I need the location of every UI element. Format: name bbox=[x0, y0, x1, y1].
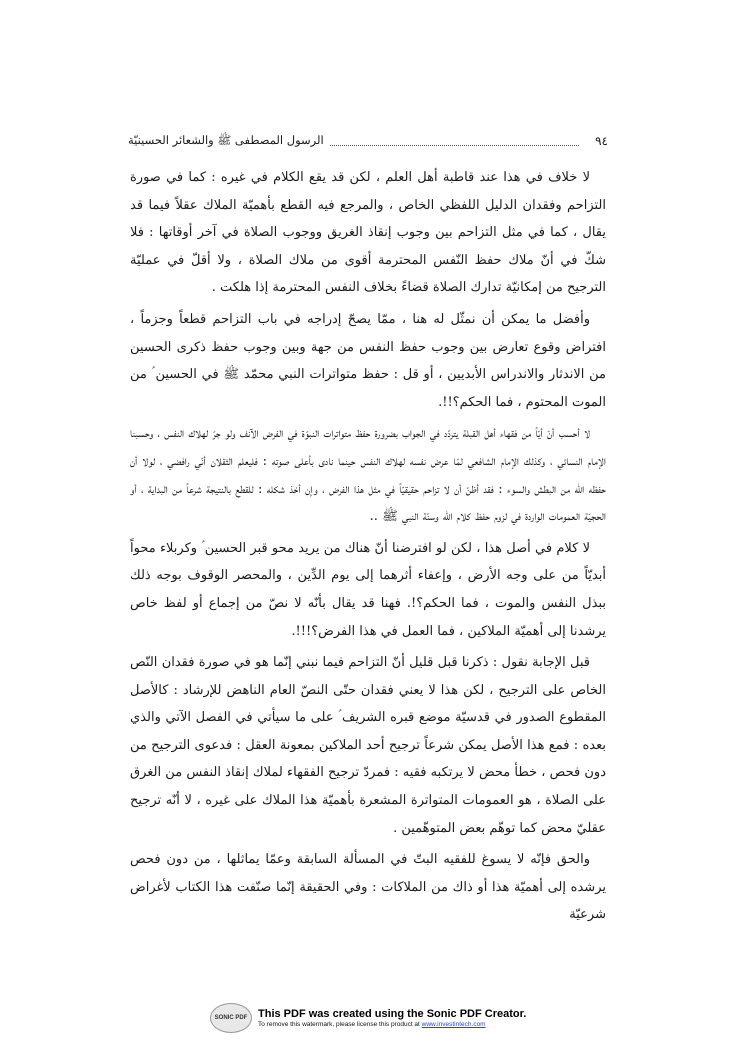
paragraph-4: لا كلام في أصل هذا ، لكن لو افترضنا أنّ هناك من يريد محو قبر الحسين ؑ وكربلاء محواً أبديّاً من على وجه الأرض ، وإعفاء أثرهما إلى يوم الدِّين ، والمحصر الوقوف بوجه ذلك ببذل النفس والموت ، فما الحكم؟!. فهنا قد يقال بأنّه لا نصّ من إجماع أو لفظ خاص يرشدنا إلى أهميّة الملاكين ، فما العمل في هذا الفرض؟!!!. bbox=[130, 540, 606, 639]
running-header bbox=[128, 128, 608, 154]
watermark-text bbox=[258, 1008, 526, 1028]
watermark-link[interactable]: www.investintech.com bbox=[421, 1020, 486, 1028]
paragraph-2: وأفضل ما يمكن أن نمثّل له هنا ، ممّا يصحّ إدراجه في باب التزاحم قطعاً وجزماً ، افتراض وقوع تعارض بين وجوب حفظ النفس من جهة وبين وجوب حفظ ذكرى الحسين من الاندثار والاندراس الأبديين ، أو قل : حفظ متواترات النبي محمّد ﷺ في الحسين ؑ من الموت المحتوم ، فما الحكم؟!!. bbox=[130, 311, 606, 410]
paragraph-3: لا أحسب أنّ أيّاً من فقهاء أهل القبلة يتردّد في الجواب بضرورة حفظ متواترات النبوّة في الفرض الآنف ولو جرّ لهلاك النفس ، وحسبنا الإمام النسائي ، وكذلك الإمام الشافعي لمّا عرض نفسه لهلاك النفس حينما نادى بأعلى صوته : فليعلم الثقلان أنّي رافضي ، لولا أن حفظه الله من البطش والسوء : فقد أظنّ أن لا تزاحم حقيقيّاً في مثل هذا الفرض ، وإن أخذ شكله : للقطع بالنتيجة شرعاً من البداية ، أو الحجيّة العمومات الواردة في لزوم حفظ كلام الله وسنّة النبي ﷺ .. bbox=[130, 426, 606, 525]
page-number: ٩٤ bbox=[595, 134, 608, 148]
paragraph-1: لا خلاف في هذا عند قاطبة أهل العلم ، لكن قد يقع الكلام في غيره : كما في صورة التزاحم وفقدان الدليل اللفظي الخاص ، والمرجع فيه القطع بأهميّة الملاك عقلاً فيما قد يقال ، كما في مثل التزاحم بين وجوب إنقاذ الغريق ووجوب الصلاة في آخر أوقاتها : فلا شكّ في أنّ ملاك حفظ النّفس المحترمة أقوى من ملاك الصلاة ، ولا أقلّ في عمليّة الترجيح من إمكانيّة تدارك الصلاة قضاءً بخلاف النفس المحترمة إذا هلكت . bbox=[130, 170, 606, 296]
sonic-pdf-logo-icon: SONIC PDF bbox=[210, 1003, 252, 1033]
dotted-leader bbox=[330, 137, 579, 146]
book-title: الرسول المصطفى ﷺ والشعائر الحسينيّة bbox=[128, 132, 324, 147]
paragraph-6: والحق فإنّه لا يسوغ للفقيه البتّ في المسألة السابقة وعمّا يماثلها ، من دون فحص يرشده إلى أهميّة هذا أو ذاك من الملاكات : وفي الحقيقة إنّما صنّفت هذا الكتاب لأغراض شرعيّة bbox=[130, 852, 606, 923]
watermark-sub-prefix: To remove this watermark, please license this product at bbox=[258, 1020, 422, 1028]
body-text bbox=[130, 164, 606, 933]
paragraph-5: قبل الإجابة نقول : ذكرنا قبل قليل أنّ التزاحم فيما نبني إنّما هو في صورة فقدان النّص الخاص على الترجيح ، لكن هذا لا يعني فقدان حتّى النصّ العام الناهض للإرشاد : كالأصل المقطوع الصدور في قدسيّة موضع قبره الشريف ؑ على ما سيأتي في الفصل الآتي والذي بعده : فمع هذا الأصل يمكن شرعاً ترجيح أحد الملاكين بمعونة العقل : فدعوى الترجيح من دون فحص ، خطأ محض لا يرتكبه فقيه : فمردّ ترجيح الفقهاء لملاك إنقاذ النفس من الغرق على الصلاة ، هو العمومات المتواترة المشعرة بأهميّة هذا الملاك على غيره ، لا أنّه ترجيح عقليّ محض كما توهّم بعض المتوهّمين . bbox=[130, 655, 606, 836]
pdf-watermark bbox=[210, 1000, 540, 1036]
watermark-sub-line bbox=[258, 1021, 526, 1028]
watermark-main-line: This PDF was created using the Sonic PDF Creator. bbox=[258, 1007, 527, 1020]
